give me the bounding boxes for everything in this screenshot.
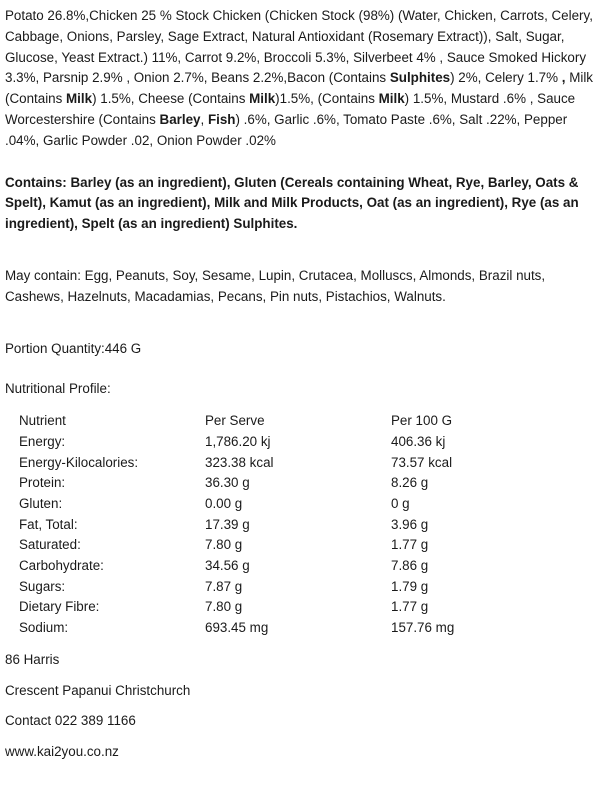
per-serve-value: 7.80 g <box>205 537 243 553</box>
nutrient-name: Energy: <box>19 433 66 449</box>
ingredient-text: Potato 26.8%,Chicken 25 % Stock Chicken (Chicken Stock (98%) (Water, Chicken, Carrots, Celery, Cabbage, Onions, Parsley, Sage Extract, Natural Antioxidant (Rosemary Extract)), Salt, Sugar, Glucose, Yeast Extract.) 11%, Carrot 9.2%, Broccoli 5.3%, Silverbeet 4% , Sauce Smoked Hickory 3.3%, Parsnip 2.9% , Onion 2.7%, Beans 2.2%,Bacon (Contains <box>5 8 593 86</box>
ingredient-allergen-highlight: Barley <box>159 111 201 127</box>
ingredient-allergen-highlight: Milk <box>66 91 93 107</box>
ingredient-text: ) 2%, Celery 1.7% <box>450 70 562 86</box>
nutrition-header-cell: Nutrient <box>19 413 66 429</box>
per-serve-value: 1,786.20 kj <box>205 433 271 449</box>
portion-quantity: Portion Quantity:446 G <box>5 340 142 356</box>
nutrition-row <box>19 597 577 618</box>
nutrition-row <box>19 494 577 515</box>
address-line-1: 86 Harris <box>5 651 60 667</box>
nutrition-header-row <box>19 411 577 432</box>
per-100g-value: 157.76 mg <box>391 620 455 636</box>
nutrition-row <box>19 453 577 474</box>
nutrient-name: Saturated: <box>19 537 81 553</box>
ingredient-text: ) 1.5%, Mustard .6% , Sauce Worcestershire (Contains <box>5 91 576 127</box>
ingredient-text: )1.5%, (Contains <box>275 91 379 107</box>
ingredients-paragraph <box>5 6 604 152</box>
contact-phone: Contact 022 389 1166 <box>5 713 136 729</box>
nutrient-name: Energy-Kilocalories: <box>19 454 139 470</box>
ingredient-allergen-highlight: , <box>561 70 566 86</box>
per-serve-value: 34.56 g <box>205 558 250 574</box>
per-serve-value: 7.80 g <box>205 599 243 615</box>
per-serve-value: 7.87 g <box>205 578 243 594</box>
nutrient-name: Sugars: <box>19 578 66 594</box>
per-100g-value: 1.77 g <box>391 537 429 553</box>
per-serve-value: 36.30 g <box>205 475 250 491</box>
allergen-contains-statement: Contains: Barley (as an ingredient), Gluten (Cereals containing Wheat, Rye, Barley, Oats & Spelt), Kamut (as an ingredient), Milk and Milk Products, Oat (as an ingredient), Rye (as an ingredient), Spelt (as an ingredient) Sulphites. <box>5 174 579 232</box>
nutrient-name: Protein: <box>19 475 66 491</box>
ingredient-allergen-highlight: Milk <box>249 91 276 107</box>
ingredient-allergen-highlight: Fish <box>207 111 236 127</box>
nutrient-name: Carbohydrate: <box>19 558 104 574</box>
nutrient-name: Gluten: <box>19 495 63 511</box>
nutrition-header-cell: Per 100 G <box>391 413 453 429</box>
nutrition-row <box>19 556 577 577</box>
ingredient-text: , <box>200 111 208 127</box>
nutritional-profile-heading: Nutritional Profile: <box>5 381 111 397</box>
per-100g-value: 0 g <box>391 495 410 511</box>
per-100g-value: 3.96 g <box>391 516 429 532</box>
nutrient-name: Fat, Total: <box>19 516 78 532</box>
nutrition-row <box>19 515 577 536</box>
may-contain-statement: May contain: Egg, Peanuts, Soy, Sesame, Lupin, Crutacea, Molluscs, Almonds, Brazil nuts, Cashews, Hazelnuts, Macadamias, Pecans, Pin nuts, Pistachios, Walnuts. <box>5 267 546 304</box>
per-serve-value: 323.38 kcal <box>205 454 274 470</box>
per-serve-value: 693.45 mg <box>205 620 269 636</box>
address-line-2: Crescent Papanui Christchurch <box>5 682 191 698</box>
nutrition-table <box>19 411 577 639</box>
nutrient-name: Dietary Fibre: <box>19 599 100 615</box>
ingredient-allergen-highlight: Sulphites <box>389 70 451 86</box>
nutrition-row <box>19 618 577 639</box>
nutrition-row <box>19 577 577 598</box>
nutrition-row <box>19 535 577 556</box>
per-100g-value: 1.79 g <box>391 578 429 594</box>
per-serve-value: 17.39 g <box>205 516 250 532</box>
nutrient-name: Sodium: <box>19 620 69 636</box>
per-100g-value: 7.86 g <box>391 558 429 574</box>
nutrition-row <box>19 473 577 494</box>
per-serve-value: 0.00 g <box>205 495 243 511</box>
ingredient-text: ) 1.5%, Cheese (Contains <box>92 91 250 107</box>
ingredient-text: Milk (Contains <box>5 70 594 107</box>
nutrition-row <box>19 432 577 453</box>
ingredient-text: ) .6%, Garlic .6%, Tomato Paste .6%, Salt .22%, Pepper .04%, Garlic Powder .02, Onion Powder .02% <box>5 111 568 148</box>
nutrition-table-body <box>19 411 577 639</box>
nutrition-header-cell: Per Serve <box>205 413 265 429</box>
per-100g-value: 1.77 g <box>391 599 429 615</box>
website-link[interactable]: www.kai2you.co.nz <box>5 744 119 760</box>
per-100g-value: 406.36 kj <box>391 433 446 449</box>
ingredient-allergen-highlight: Milk <box>378 91 405 107</box>
per-100g-value: 8.26 g <box>391 475 429 491</box>
per-100g-value: 73.57 kcal <box>391 454 453 470</box>
